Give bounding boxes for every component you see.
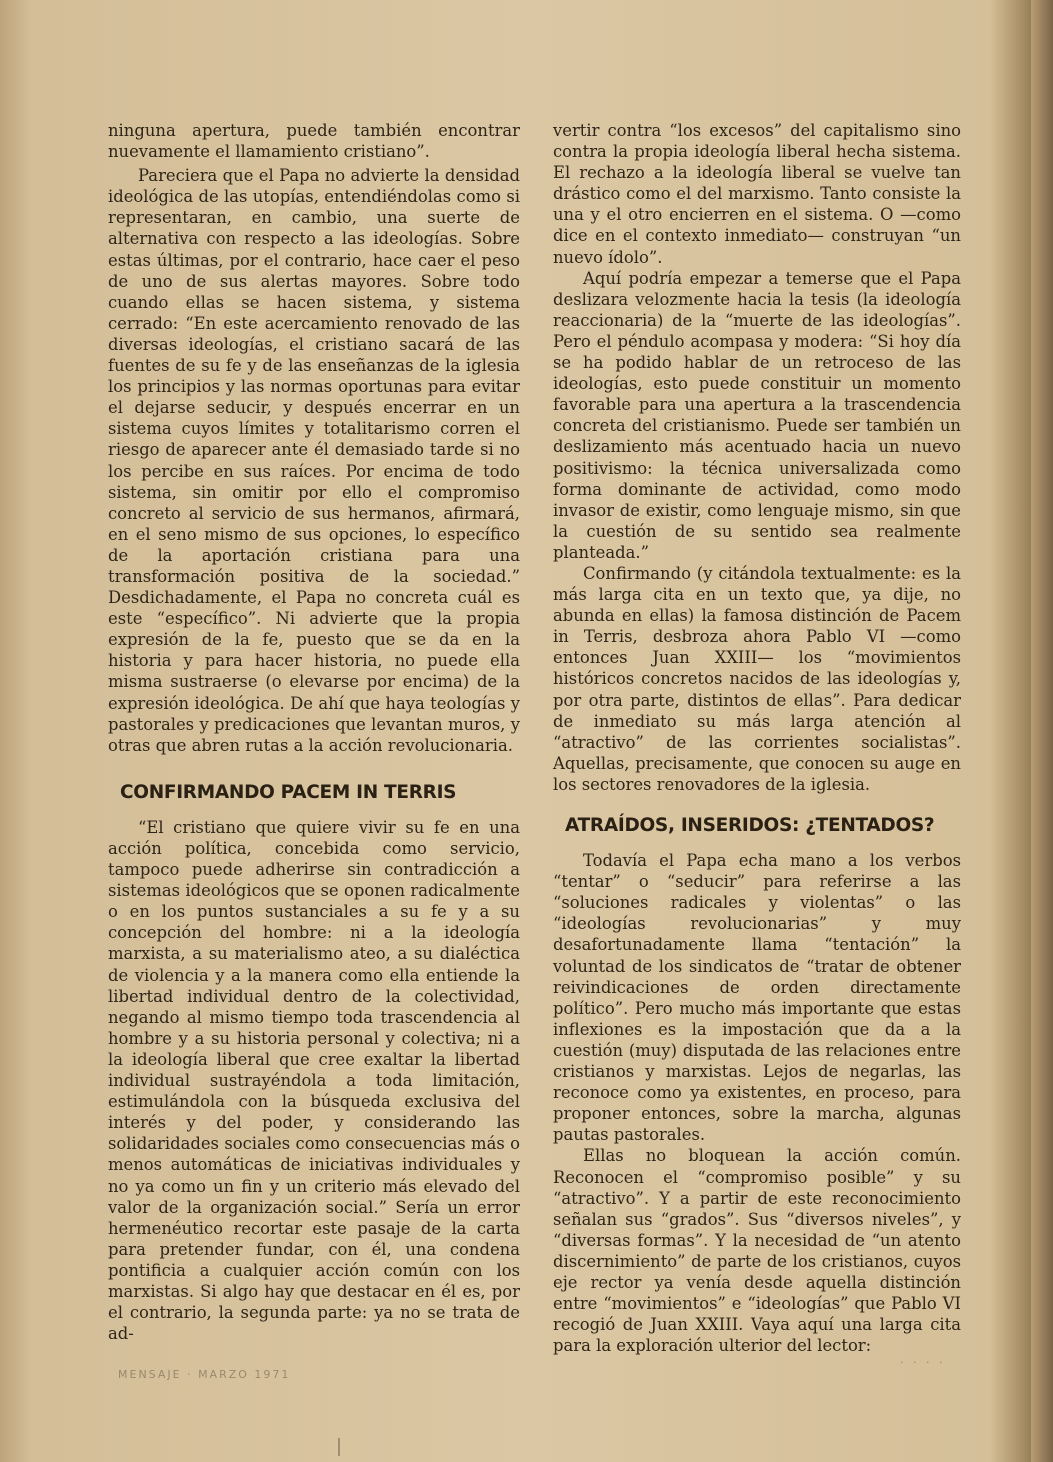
footer-running-title: MENSAJE · MARZO 1971 <box>118 1368 291 1381</box>
footer-page-marks: · · · · <box>900 1356 946 1369</box>
page-edge-shadow <box>1031 0 1053 1462</box>
right-paragraph-1: vertir contra “los excesos” del capitalismo sino contra la propia ideología liberal hecha sistema. El rechazo a la ideología liberal se vuelve tan drástico como el del marxismo. Tanto consiste la una y el otro encierren en el sistema. O —como dice en el contexto inmediato— construyan “un nuevo ídolo”. <box>553 121 961 267</box>
section-heading-atraidos: ATRAÍDOS, INSERIDOS: ¿TENTADOS? <box>565 815 935 836</box>
section-heading-confirmando: CONFIRMANDO PACEM IN TERRIS <box>120 781 457 803</box>
left-paragraph-3: “El cristiano que quiere vivir su fe en una acción política, concebida como servicio, tampoco puede adherirse sin contradicción a sistemas ideológicos que se oponen radicalmente o en los puntos sustanciales a su fe y a su concepción del hombre: ni a la ideología marxista, a su materialismo ateo, a su dialéctica de violencia y a la manera como ella entiende la libertad individual dentro de la colectividad, negando al mismo tiempo toda trascendencia al hombre y a su historia personal y colectiva; ni a la ideología liberal que cree exaltar la libertad individual sustrayéndola a toda limitación, estimulándola con la búsqueda exclusiva del interés y del poder, y considerando las solidaridades sociales como consecuencias más o menos automáticas de iniciativas individuales y no ya como un fin y un criterio más elevado del valor de la organización social.” Sería un error hermenéutico recortar este pasaje de la carta para pretender fundar, con él, una condena pontificia a cualquier acción común con los marxistas. Si algo hay que destacar en él es, por el contrario, la segunda parte: ya no se trata de ad- <box>108 817 520 1344</box>
right-paragraph-5: Ellas no bloquean la acción común. Reconocen el “compromiso posible” y su “atractivo”. Y a partir de este reconocimiento señalan sus “grados”. Sus “diversos niveles”, y “diversas formas”. Y la necesidad de “un atento discernimiento” de parte de los cristianos, cuyos eje rector ya venía desde aquella distinción entre “movimientos” e “ideologías” que Pablo VI recogió de Juan XXIII. Vaya aquí una larga cita para la exploración ulterior del lector: <box>553 1146 961 1356</box>
right-column <box>553 120 961 1356</box>
right-paragraph-4: Todavía el Papa echa mano a los verbos “tentar” o “seducir” para referirse a las “soluciones radicales y violentas” o las “ideologías revolucionarias” y muy desafortunadamente llama “tentación” la voluntad de los sindicatos de “tratar de obtener reivindicaciones de orden directamente político”. Pero mucho más importante que estas inflexiones es la impostación que da a la cuestión (muy) disputada de las relaciones entre cristianos y marxistas. Lejos de negarlas, las reconoce como ya existentes, en proceso, para proponer entonces, sobre la marcha, algunas pautas pastorales. <box>553 851 961 1145</box>
left-paragraph-1: ninguna apertura, puede también encontrar nuevamente el llamamiento cristiano”. <box>108 121 520 162</box>
left-paragraph-2: Pareciera que el Papa no advierte la densidad ideológica de las utopías, entendiéndolas como si representaran, en cambio, una suerte de alternativa con respecto a las ideologías. Sobre estas últimas, por el contrario, hace caer el peso de uno de sus alertas mayores. Sobre todo cuando ellas se hacen sistema, y sistema cerrado: “En este acercamiento renovado de las diversas ideologías, el cristiano sacará de las fuentes de su fe y de las enseñanzas de la iglesia los principios y las normas oportunas para evitar el dejarse seducir, y después encerrar en un sistema cuyos límites y totalitarismo corren el riesgo de aparecer ante él demasiado tarde si no los percibe en sus raíces. Por encima de todo sistema, sin omitir por ello el compromiso concreto al servicio de sus hermanos, afirmará, en el seno mismo de sus opciones, lo específico de la aportación cristiana para una transformación positiva de la sociedad.” Desdichadamente, el Papa no concreta cuál es este “específico”. Ni advierte que la propia expresión de la fe, puesto que se da en la historia y para hacer historia, no puede ella misma sustraerse (o elevarse por encima) de la expresión ideológica. De ahí que haya teologías y pastorales y predicaciones que levantan muros, y otras que abren rutas a la acción revolucionaria. <box>108 166 520 755</box>
right-paragraph-3: Confirmando (y citándola textualmente: es la más larga cita en un texto que, ya dije, no abunda en ellas) la famosa distinción de Pacem in Terris, desbroza ahora Pablo VI —como entonces Juan XXIII— los “movimientos históricos concretos nacidos de las ideologías y, por otra parte, distintos de ellas”. Para dedicar de inmediato su más larga atención al “atractivo” de las corrientes socialistas”. Aquellas, precisamente, que conocen su auge en los sectores renovadores de la iglesia. <box>553 563 961 794</box>
right-paragraph-2: Aquí podría empezar a temerse que el Papa deslizara velozmente hacia la tesis (la ideología reaccionaria) de la “muerte de las ideologías”. Pero el péndulo acompasa y modera: “Si hoy día se ha podido hablar de un retroceso de las ideologías, esto puede constituir un momento favorable para una apertura a la trascendencia concreta del cristianismo. Puede ser también un deslizamiento más acentuado hacia un nuevo positivismo: la técnica universalizada como forma dominante de actividad, como modo invasor de existir, como lenguaje mismo, sin que la cuestión de su sentido sea realmente planteada.” <box>553 268 961 562</box>
fold-mark <box>338 1438 340 1456</box>
left-column <box>108 120 520 1344</box>
